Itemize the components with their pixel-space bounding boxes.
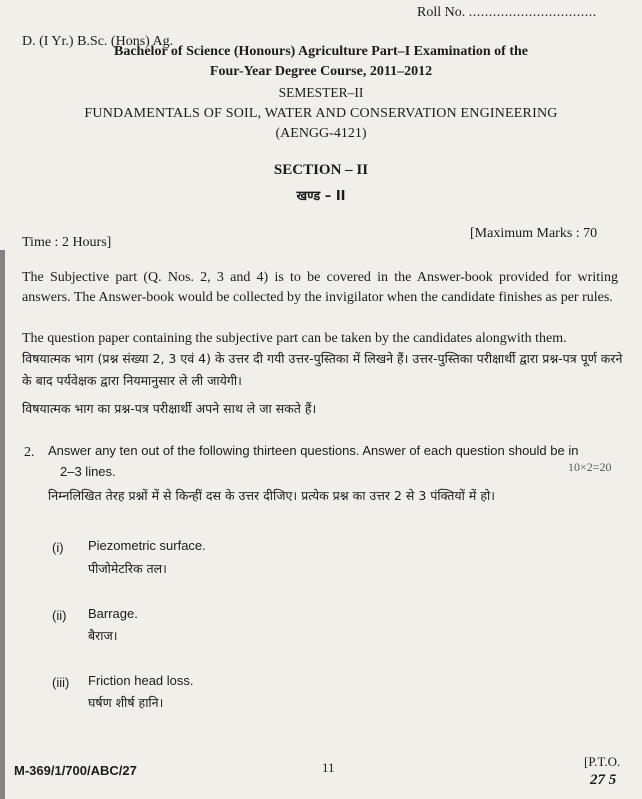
instruction-english-2: The question paper containing the subjective part can be taken by the candidates alongwith them. (22, 331, 567, 346)
item-number: (iii) (52, 675, 70, 690)
roll-no-field (417, 5, 597, 21)
question-text-hindi: निम्नलिखित तेरह प्रश्नों में से किन्हीं दस के उत्तर दीजिए। प्रत्येक प्रश्न का उत्तर 2 से 3 पंक्तियों में हो। (48, 488, 495, 503)
exam-title-line1: Bachelor of Science (Honours) Agriculture Part–I Examination of the (114, 44, 528, 59)
semester: SEMESTER–II (278, 85, 364, 100)
item-text-hindi: घर्षण शीर्ष हानि। (88, 695, 164, 710)
item-number: (ii) (52, 608, 67, 623)
course-code: D. (I Yr.) B.Sc. (Hons) Ag. (22, 34, 174, 49)
maximum-marks: [Maximum Marks : 70 (470, 226, 598, 241)
roll-no-dots: ................................ (468, 5, 597, 20)
scan-edge-shadow (0, 250, 5, 799)
section-title: SECTION – II (273, 162, 369, 178)
instruction-hindi-1: विषयात्मक भाग (प्रश्न संख्या 2, 3 एवं 4) के उत्तर दी गयी उत्तर-पुस्तिका में लिखने हैं। उत्तर-पुस्तिका परीक्षार्थी द्वारा प्रश्न-पत्र पूर्ण करने के बाद पर्यवेक्षक द्वारा नियमानुसार ले ली जायेगी। (22, 351, 623, 388)
item-text-english: Barrage. (88, 606, 138, 621)
item-text-english: Friction head loss. (88, 673, 194, 688)
question-number: 2. (24, 445, 35, 460)
question-marks: 10×2=20 (568, 460, 612, 474)
question-text-line2: 2–3 lines. (60, 464, 116, 479)
subject-code: (AENGG-4121) (275, 126, 367, 141)
section-title-hindi: खण्ड – II (296, 189, 346, 204)
instruction-hindi-2: विषयात्मक भाग का प्रश्न-पत्र परीक्षार्थी अपने साथ ले जा सकते हैं। (22, 401, 317, 416)
item-number: (i) (52, 540, 64, 555)
time-allowed: Time : 2 Hours] (22, 235, 112, 250)
item-text-hindi: पीजोमेटरिक तल। (88, 561, 167, 576)
item-text-hindi: बैराज। (88, 628, 118, 643)
question-text-line1: Answer any ten out of the following thirteen questions. Answer of each question should be in (48, 443, 579, 458)
item-text-english: Piezometric surface. (88, 538, 206, 553)
exam-title-line2: Four-Year Degree Course, 2011–2012 (209, 64, 433, 79)
footer-pto: [P.T.O. (584, 754, 621, 769)
subject-title: FUNDAMENTALS OF SOIL, WATER AND CONSERVATION ENGINEERING (84, 106, 558, 121)
footer-handwritten-note: 27 5 (590, 772, 617, 788)
instruction-english-1: The Subjective part (Q. Nos. 2, 3 and 4) is to be covered in the Answer-book provided for writing answers. The Answer-book would be collected by the invigilator when the candidate finishes as per rules. (22, 270, 618, 305)
roll-no-label: Roll No. (417, 5, 466, 20)
footer-paper-code: M-369/1/700/ABC/27 (14, 763, 137, 778)
footer-page-number: 11 (322, 760, 335, 775)
